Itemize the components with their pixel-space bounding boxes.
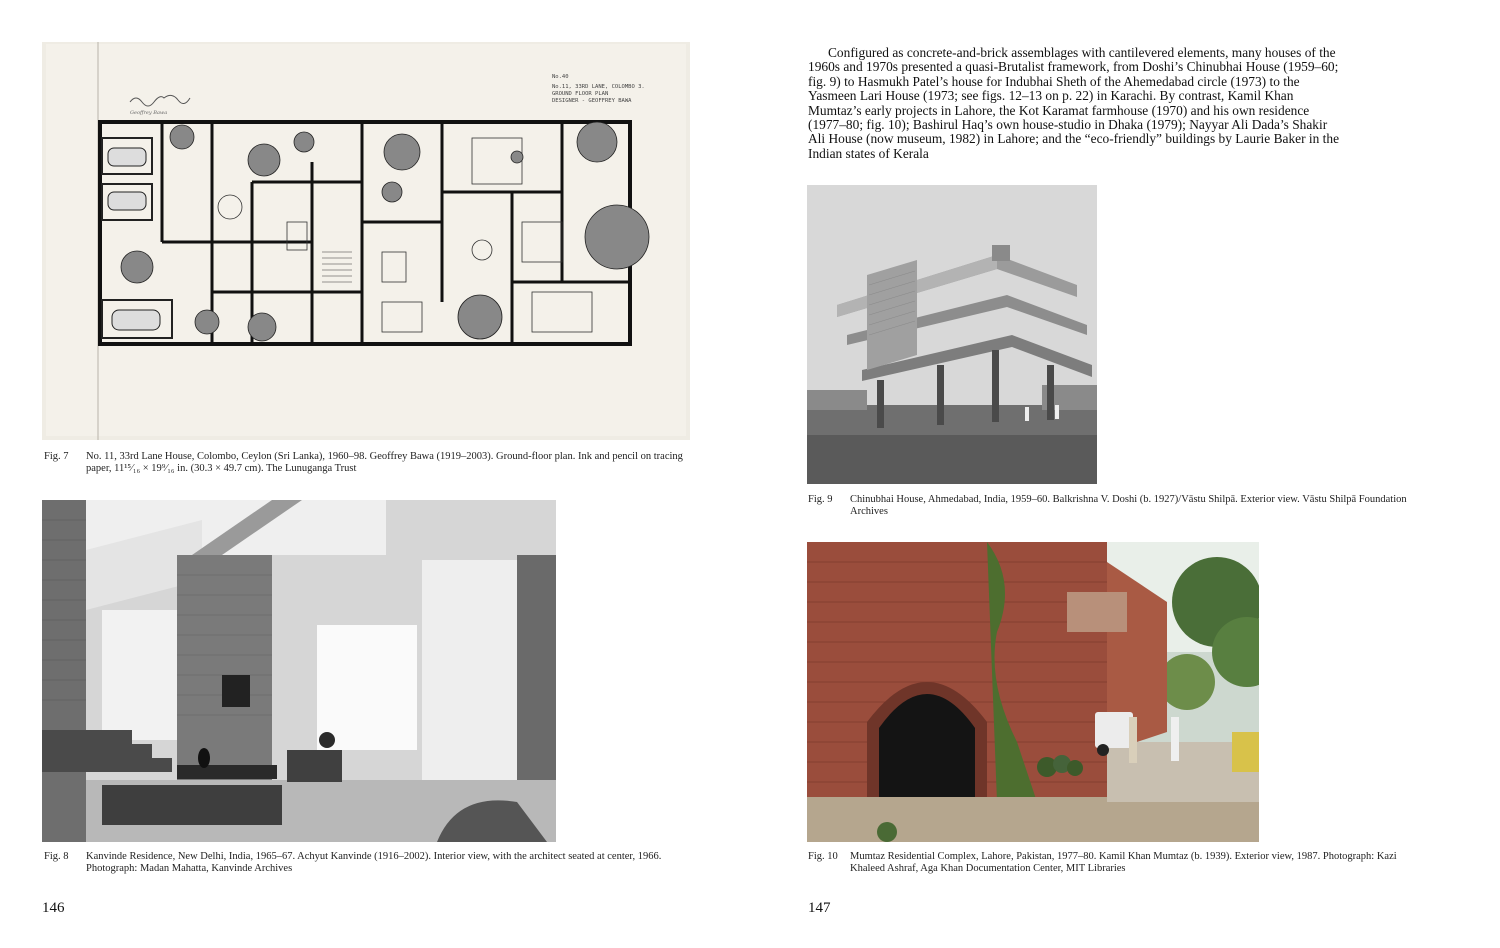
signature-text: Geoffrey Bawa [130, 110, 168, 116]
fig10-caption-text: Mumtaz Residential Complex, Lahore, Pakistan, 1977–80. Kamil Khan Mumtaz (b. 1939). Exterior view, 1987. Photograph: Kazi Khaleed Ashraf, Aga Khan Documentation Center, MIT Libraries [850, 851, 1397, 874]
plan-annotation-line4: DESIGNER - GEOFFREY BAWA [552, 98, 632, 104]
fig9-chinubhai-house-photo [807, 185, 1097, 484]
fig7-caption-text: No. 11, 33rd Lane House, Colombo, Ceylon (Sri Lanka), 1960–98. Geoffrey Bawa (1919–2003). Ground-floor plan. Ink and pencil on tracing paper, 11¹⁵⁄₁₆ × 19⁹⁄₁₆ in. (30.3 × 49.7 cm). The Lunuganga Trust [86, 451, 683, 474]
fig9-caption-text: Chinubhai House, Ahmedabad, India, 1959–60. Balkrishna V. Doshi (b. 1927)/Vāstu Shilpā. Exterior view. Vāstu Shilpā Foundation Archives [850, 494, 1407, 517]
fig9-caption [808, 494, 1418, 520]
fig10-caption [808, 851, 1418, 877]
left-page-number: 146 [42, 900, 65, 916]
body-paragraph: Configured as concrete-and-brick assemblages with cantilevered elements, many houses of the 1960s and 1970s presented a quasi-Brutalist framework, from Doshi’s Chinubhai House (1959–60; fig. 9) to Hasmukh Patel’s house for Indubhai Sheth of the Ahemedabad circle (1973) to the Yasmeen Lari House (1973; see figs. 12–13 on p. 22) in Karachi. By contrast, Kamil Khan Mumtaz’s early projects in Lahore, the Kot Karamat farmhouse (1970) and his own residence (1977–80; fig. 10); Bashirul Haq’s own house-studio in Dhaka (1979); Nayyar Ali Dada’s Shakir Ali House (now museum, 1982) in Lahore; and the “eco-friendly” buildings by Laurie Baker in the Indian states of Kerala [808, 45, 1340, 161]
fig7-caption [44, 451, 704, 477]
plan-annotation-line2: No.11, 33RD LANE, COLOMBO 3. [552, 84, 645, 90]
right-page-number: 147 [808, 900, 831, 916]
plan-annotation-line3: GROUND FLOOR PLAN [552, 91, 609, 97]
fig9-label: Fig. 9 [808, 494, 833, 505]
fig8-caption-text: Kanvinde Residence, New Delhi, India, 1965–67. Achyut Kanvinde (1916–2002). Interior view, with the architect seated at center, 1966. Photograph: Madan Mahatta, Kanvinde Archives [86, 851, 662, 874]
fig8-label: Fig. 8 [44, 851, 69, 862]
fig10-mumtaz-complex-photo [807, 542, 1259, 842]
fig7-label: Fig. 7 [44, 451, 69, 462]
fig8-interior-photo [42, 500, 556, 842]
fig8-caption [44, 851, 704, 877]
fig10-label: Fig. 10 [808, 851, 838, 862]
fig7-floor-plan-image [42, 42, 690, 440]
plan-annotation-line1: No.40 [552, 74, 569, 80]
